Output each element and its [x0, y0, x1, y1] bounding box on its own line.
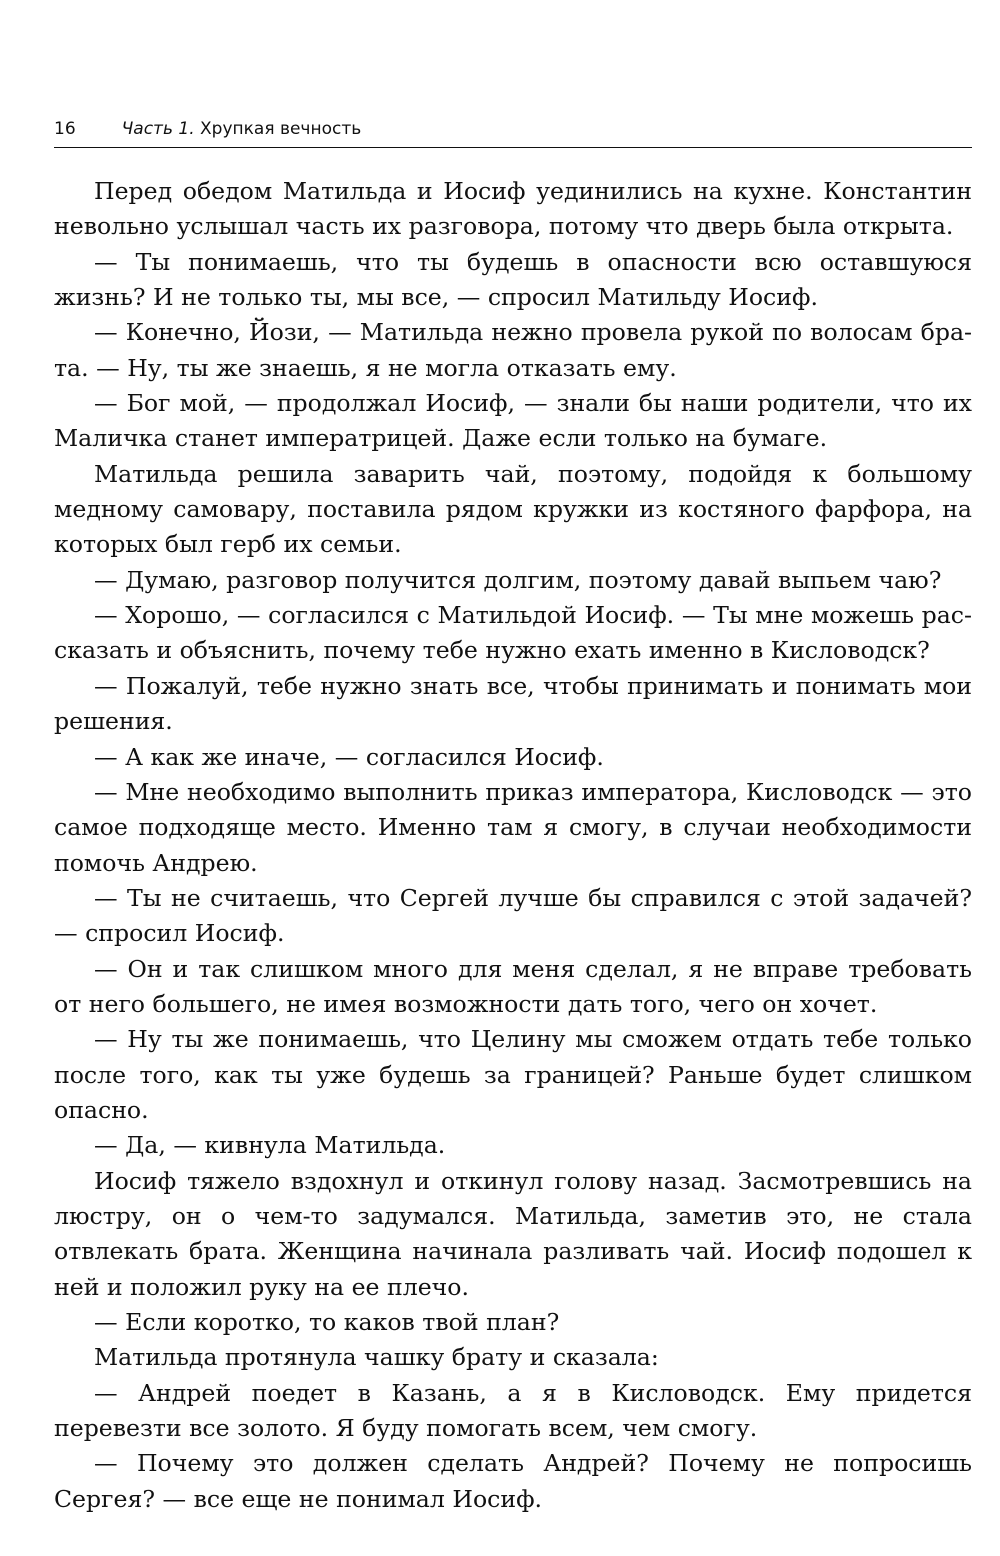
paragraph: — Да, — кивнула Матильда. [94, 1131, 446, 1160]
paragraph: — Если коротко, то каков твой план? [94, 1308, 560, 1336]
header-rule [54, 147, 972, 148]
part-label: Часть 1. [121, 119, 195, 139]
page-number: 16 [54, 119, 76, 139]
paragraph: — А как же иначе, — согласился Иосиф. [94, 742, 604, 771]
paragraph: — Думаю, разговор получится долгим, поэтому давай выпьем чаю? [94, 565, 942, 594]
paragraph: Перед обедом Матильда и Иосиф уединились на кухне. Константин невольно услышал часть их разговора, потому что дверь была открыта. [54, 177, 972, 241]
paragraph: Матильда решила заварить чай, поэтому, подойдя к большому медному самовару, поставила рядом кружки из костяного фарфора, на которых был герб их семьи. [54, 459, 972, 559]
paragraph: — Андрей поедет в Казань, а я в Кисловодск. Ему придется перевезти все золото. Я буду помогать всем, чем смогу. [54, 1378, 972, 1443]
paragraph: — Почему это должен сделать Андрей? Почему не попросишь Сергея? — все еще не понимал Иосиф. [54, 1449, 972, 1513]
paragraph: — Ты понимаешь, что ты будешь в опасности всю оставшуюся жизнь? И не только ты, мы все, — спросил Матильду Иосиф. [54, 247, 972, 312]
chapter-title: Хрупкая вечность [200, 119, 362, 139]
paragraph: — Ты не считаешь, что Сергей лучше бы справился с этой задачей? — спросил Иосиф. [54, 883, 972, 948]
paragraph: — Пожалуй, тебе нужно знать все, чтобы принимать и понимать мои решения. [54, 671, 972, 736]
paragraph: Матильда протянула чашку брату и сказала: [94, 1343, 659, 1372]
paragraph: — Ну ты же понимаешь, что Целину мы сможем отдать тебе только после того, как ты уже будешь за границей? Раньше будет слишком опасно. [54, 1025, 972, 1124]
paragraph: — Хорошо, — согласился с Матильдой Иосиф. — Ты мне можешь рассказать и объяснить, почему тебе нужно ехать именно в Кисловодск? [54, 601, 972, 665]
paragraph: — Бог мой, — продолжал Иосиф, — знали бы наши родители, что их Маличка станет императрицей. Даже если только на бумаге. [54, 389, 972, 453]
running-header [54, 118, 972, 140]
paragraph: — Он и так слишком много для меня сделал, я не вправе требовать от него большего, не имея возможности дать того, чего он хочет. [54, 954, 972, 1018]
body-text [54, 174, 972, 1517]
paragraph: Иосиф тяжело вздохнул и откинул голову назад. Засмотревшись на люстру, он о чем-то задумался. Матильда, заметив это, не стала отвлекать брата. Женщина начинала разливать чай. Иосиф подошел к ней и положил руку на ее плечо. [54, 1166, 972, 1301]
paragraph: — Конечно, Йози, — Матильда нежно провела рукой по волосам брата. — Ну, ты же знаешь, я не могла отказать ему. [54, 318, 972, 382]
paragraph: — Мне необходимо выполнить приказ императора, Кисловодск — это самое подходяще место. Именно там я смогу, в случаи необходимости помочь Андрею. [54, 777, 972, 877]
